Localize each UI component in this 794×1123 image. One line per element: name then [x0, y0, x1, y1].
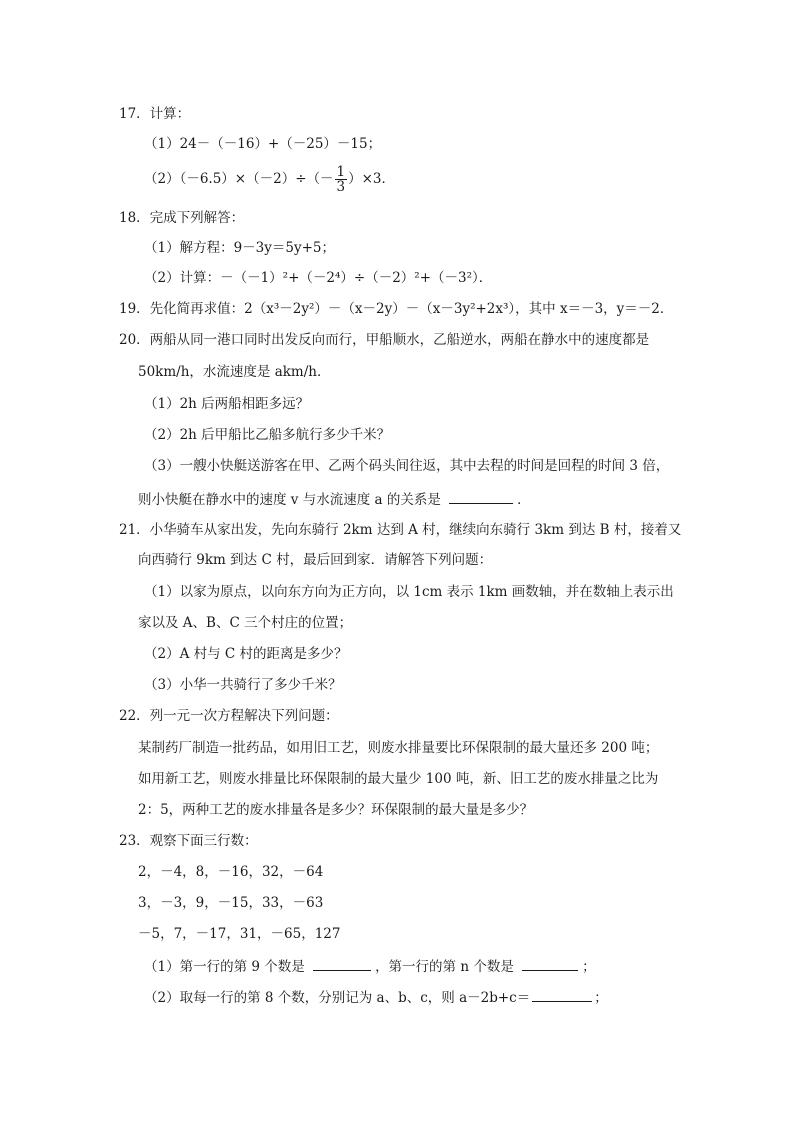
q17-part2-prefix: （2）（－6.5）×（－2）÷（－	[144, 171, 334, 187]
q23-part1-text-b: ，第一行的第 n 个数是	[375, 959, 514, 975]
fraction-denominator: 3	[336, 179, 346, 195]
q23-part1-end: ；	[582, 959, 596, 975]
q20-part2: （2）2h 后甲船比乙船多航行多少千米？	[144, 427, 391, 443]
q20-line2: 50km/h，水流速度是 akm/h．	[138, 364, 331, 380]
fraction-numerator: 1	[336, 164, 346, 180]
q21-line1: 21．小华骑车从家出发，先向东骑行 2km 达到 A 村，继续向东骑行 3km 到达 B 村，接着又	[119, 522, 682, 538]
q22-line1: 某制药厂制造一批药品，如用旧工艺，则废水排量要比环保限制的最大量还多 200 吨；	[138, 740, 659, 756]
q20-part3-line1: （3）一艘小快艇送游客在甲、乙两个码头间往返，其中去程的时间是回程的时间 3 倍，	[144, 458, 670, 474]
q22-line3: 2：5，两种工艺的废水排量各是多少？环保限制的最大量是多少？	[138, 802, 534, 818]
q23-part2-text: （2）取每一行的第 8 个数，分别记为 a、b、c，则 a－2b+c＝	[144, 990, 531, 1006]
q18-part2: （2）计算：－（－1）²+（－2⁴）÷（－2）²+（－3²）．	[144, 270, 493, 286]
q18-part1: （1）解方程：9－3y＝5y+5；	[144, 240, 336, 256]
fraction-one-third	[335, 165, 348, 194]
q20-part3-line2	[138, 489, 531, 510]
q20-part3-end: ．	[517, 492, 531, 508]
q19-text: 19．先化简再求值：2（x³－2y²）－（x－2y）－（x－3y²+2x³），其中 x＝－3，y＝－2．	[119, 301, 674, 317]
q23-part1-text-a: （1）第一行的第 9 个数是	[144, 959, 305, 975]
q21-part1-line2: 家以及 A、B、C 三个村庄的位置；	[138, 615, 353, 631]
q17-title: 17．计算：	[119, 106, 191, 122]
q23-row1: 2，－4，8，－16，32，－64	[138, 864, 324, 880]
q17-part2-suffix: ）×3．	[348, 171, 396, 187]
q23-part2	[144, 987, 608, 1008]
q23-row2: 3，－3，9，－15，33，－63	[138, 895, 324, 911]
q21-part3: （3）小华一共骑行了多少千米？	[144, 677, 342, 693]
q23-part1	[144, 956, 596, 977]
q23-part2-end: ；	[594, 990, 608, 1006]
q22-title: 22．列一元一次方程解决下列问题：	[119, 708, 339, 724]
q18-title: 18．完成下列解答：	[119, 210, 245, 226]
answer-blank[interactable]	[522, 956, 578, 971]
q23-title: 23．观察下面三行数：	[119, 833, 258, 849]
q17-part1: （1）24－（－16）+（－25）－15；	[144, 136, 382, 152]
answer-blank[interactable]	[313, 956, 371, 971]
answer-blank[interactable]	[532, 987, 592, 1002]
answer-blank[interactable]	[449, 489, 513, 504]
q20-line1: 20．两船从同一港口同时出发反向而行，甲船顺水，乙船逆水，两船在静水中的速度都是	[119, 332, 650, 348]
q20-part1: （1）2h 后两船相距多远？	[144, 396, 310, 412]
q17-part2	[144, 162, 395, 196]
q23-row3: －5，7，－17，31，－65，127	[138, 926, 341, 942]
q21-part1-line1: （1）以家为原点，以向东方向为正方向，以 1cm 表示 1km 画数轴，并在数轴上表示出	[144, 584, 674, 600]
q22-line2: 如用新工艺，则废水排量比环保限制的最大量少 100 吨，新、旧工艺的废水排量之比为	[138, 771, 659, 787]
q21-part2: （2）A 村与 C 村的距离是多少？	[144, 646, 348, 662]
q20-part3-text: 则小快艇在静水中的速度 v 与水流速度 a 的关系是	[138, 492, 441, 508]
q21-line2: 向西骑行 9km 到达 C 村，最后回到家．请解答下列问题：	[138, 552, 493, 568]
